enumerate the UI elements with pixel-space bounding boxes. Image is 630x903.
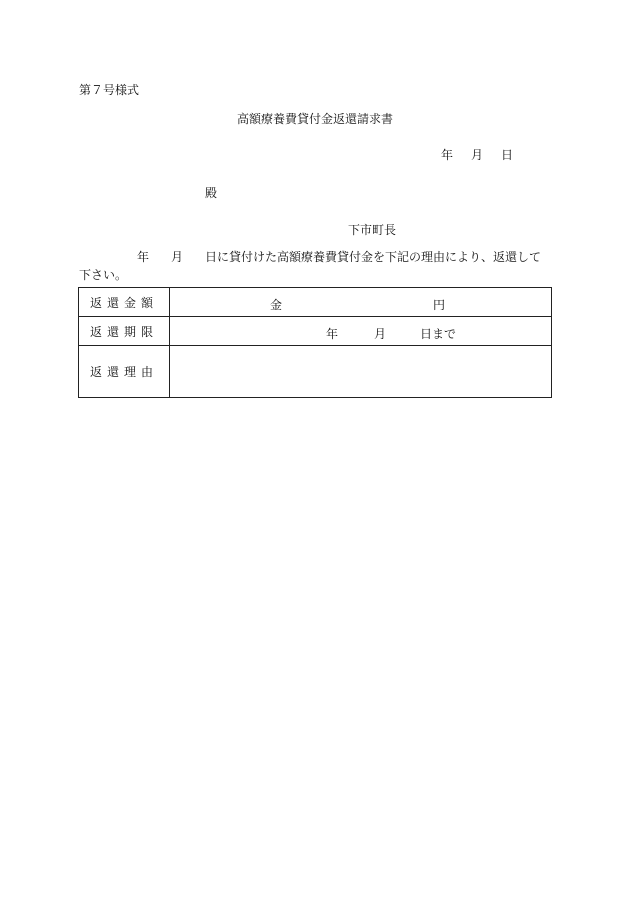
table-row-reason (79, 346, 552, 398)
table-row-deadline (79, 317, 552, 346)
form-number: 第７号様式 (79, 83, 140, 97)
body-text (79, 248, 549, 284)
date-day: 日 (501, 148, 514, 162)
detail-table (78, 287, 552, 398)
date-month: 月 (471, 148, 484, 162)
body-month: 月 (171, 250, 184, 264)
label-repayment-reason: 返還理由 (79, 346, 170, 398)
issuer-name: 下市町長 (348, 223, 397, 237)
table-row-amount (79, 288, 552, 317)
date-year: 年 (441, 148, 454, 162)
deadline-day: 日まで (420, 327, 457, 341)
deadline-year: 年 (326, 327, 339, 341)
date-line (441, 146, 513, 163)
body-sentence: 日に貸付けた高額療養費貸付金を下記の理由により、返還して下さい。 (79, 250, 542, 282)
value-repayment-amount (170, 288, 552, 317)
body-year: 年 (137, 250, 150, 264)
label-repayment-amount: 返還金額 (79, 288, 170, 317)
value-repayment-deadline (170, 317, 552, 346)
amount-suffix: 円 (433, 298, 446, 312)
value-repayment-reason (170, 346, 552, 398)
deadline-month: 月 (374, 327, 387, 341)
amount-prefix: 金 (270, 298, 283, 312)
label-repayment-deadline: 返還期限 (79, 317, 170, 346)
document-title: 高額療養費貸付金返還請求書 (236, 112, 393, 126)
addressee-suffix: 殿 (205, 186, 218, 200)
